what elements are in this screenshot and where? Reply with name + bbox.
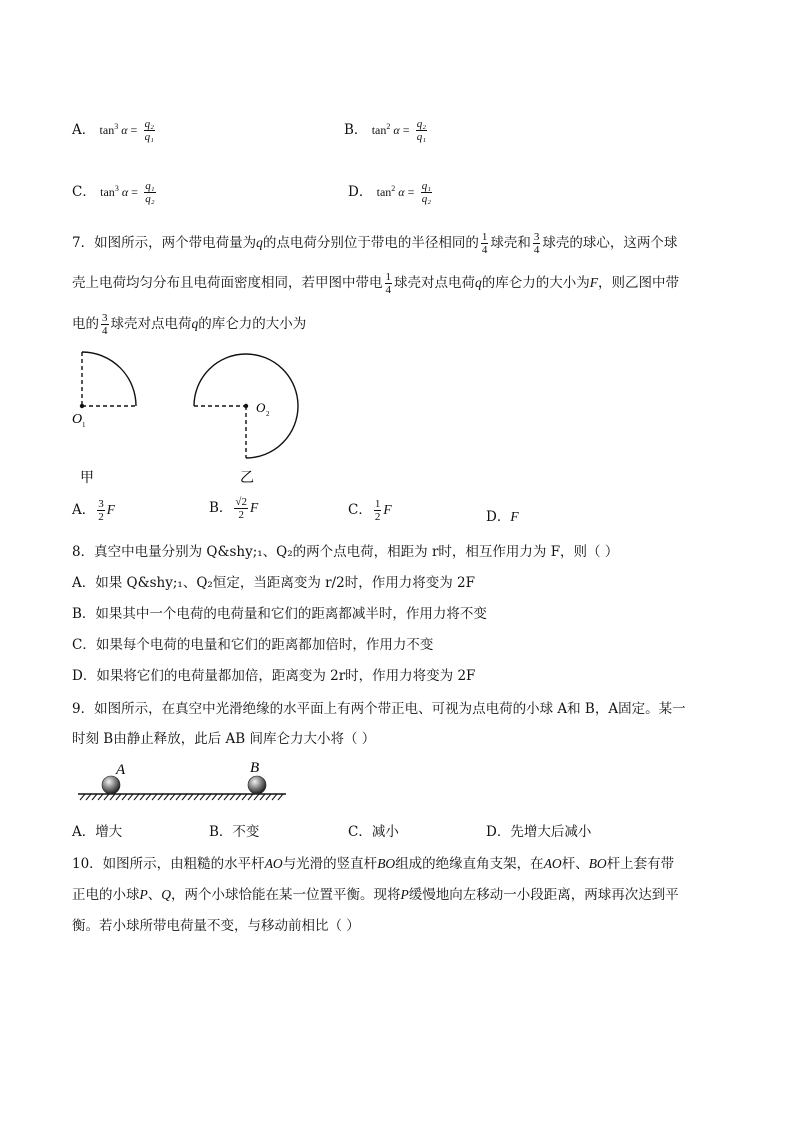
q9-option-c: C．减小 bbox=[348, 824, 399, 840]
q7-option-c: C． $\frac{1}{2}$ F bbox=[348, 498, 392, 523]
ball-a bbox=[102, 776, 120, 794]
label-ball-b: B bbox=[250, 760, 260, 776]
q7-option-b: B． $\frac{√2}{2}$ F bbox=[209, 496, 259, 521]
q7-line-1: 7．如图所示，两个带电荷量为q的点电荷分别位于带电的半径相同的 $\frac{1}{4}$ 球壳和 $\frac{3}{4}$ 球壳的球心，这两个球 bbox=[72, 231, 678, 256]
center-o1-dot bbox=[80, 404, 84, 408]
quarter-shell bbox=[82, 352, 136, 406]
q9-line-1: 9．如图所示，在真空中光滑绝缘的水平面上有两个带正电、可视为点电荷的小球 A和 B，A固定。某一 bbox=[72, 701, 686, 717]
q10-line-2: 正电的小球P、Q，两个小球恰能在某一位置平衡。现将P缓慢地向左移动一小段距离，两球再次达到平 bbox=[72, 887, 679, 903]
q8-option-a: A．如果 Q&shy;₁、Q₂恒定，当距离变为 r/2时，作用力将变为 2F bbox=[72, 575, 475, 591]
label-o1: O bbox=[72, 412, 83, 427]
ground-hatch bbox=[80, 794, 283, 800]
label-ball-a: A bbox=[116, 762, 126, 778]
center-o2-dot bbox=[244, 404, 248, 408]
q9-option-d: D．先增大后减小 bbox=[486, 824, 592, 840]
q10-line-1: 10．如图所示，由粗糙的水平杆AO与光滑的竖直杆BO组成的绝缘直角支架，在AO杆、BO杆上套有带 bbox=[72, 856, 675, 872]
q6-option-d: D． $\tan^2 \alpha$ = $\frac{\text{q₁}}{\text{q₂}}$ bbox=[348, 180, 432, 205]
q6-d-fraction: $\frac{\text{q₁}}{\text{q₂}}$ bbox=[421, 180, 432, 205]
q8-option-b: B．如果其中一个电荷的电荷量和它们的距离都减半时，作用力将不变 bbox=[72, 606, 487, 622]
q9-option-a: A．增大 bbox=[72, 824, 123, 840]
q7-option-a: A． $\frac{3}{2}$ F bbox=[72, 498, 115, 523]
q6-option-a: A． $\tan^3 \alpha$ = $\frac{\text{q₂}}{\text{q₁}}$ bbox=[72, 118, 154, 143]
q8-stem: 8．真空中电量分别为 Q&shy;₁、Q₂的两个点电荷，相距为 r时，相互作用力为 F，则（ ） bbox=[72, 544, 619, 560]
q7-line-2: 壳上电荷均匀分布且电荷面密度相同，若甲图中带电 $\frac{1}{4}$ 球壳对点电荷q的库仑力的大小为F，则乙图中带 bbox=[72, 271, 679, 296]
label-jia: 甲 bbox=[80, 471, 94, 486]
q6-c-fraction: $\frac{\text{q₁}}{\text{q₂}}$ bbox=[145, 180, 155, 205]
q9-figure bbox=[74, 754, 294, 806]
q9-line-2: 时刻 B由静止释放，此后 AB 间库仑力大小将（ ） bbox=[72, 731, 376, 747]
q6-a-fraction: $\frac{\text{q₂}}{\text{q₁}}$ bbox=[144, 118, 154, 143]
ball-b bbox=[248, 776, 266, 794]
q6-option-b: B． $\tan^2 \alpha$ = $\frac{\text{q₂}}{\text{q₁}}$ bbox=[344, 118, 427, 143]
label-o2: O bbox=[256, 400, 266, 415]
q7-option-d: D．F bbox=[486, 509, 519, 525]
q8-option-d: D．如果将它们的电荷量都加倍，距离变为 2r时，作用力将变为 2F bbox=[72, 668, 476, 684]
label-yi: 乙 bbox=[240, 471, 254, 486]
q7-line-3: 电的 $\frac{3}{4}$ 球壳对点电荷q的库仑力的大小为 bbox=[72, 312, 307, 337]
label-o1-sub: 1 bbox=[82, 421, 86, 429]
q7-figure bbox=[60, 340, 350, 490]
label-o2-sub: 2 bbox=[266, 410, 270, 418]
q10-line-3: 衡。若小球所带电荷量不变，与移动前相比（ ） bbox=[72, 918, 360, 934]
q9-option-b: B．不变 bbox=[209, 824, 260, 840]
q6-b-fraction: $\frac{\text{q₂}}{\text{q₁}}$ bbox=[416, 118, 427, 143]
q8-option-c: C．如果每个电荷的电量和它们的距离都加倍时，作用力不变 bbox=[72, 637, 434, 653]
q6-option-c: C． $\tan^3 \alpha$ = $\frac{\text{q₁}}{\text{q₂}}$ bbox=[72, 180, 155, 205]
